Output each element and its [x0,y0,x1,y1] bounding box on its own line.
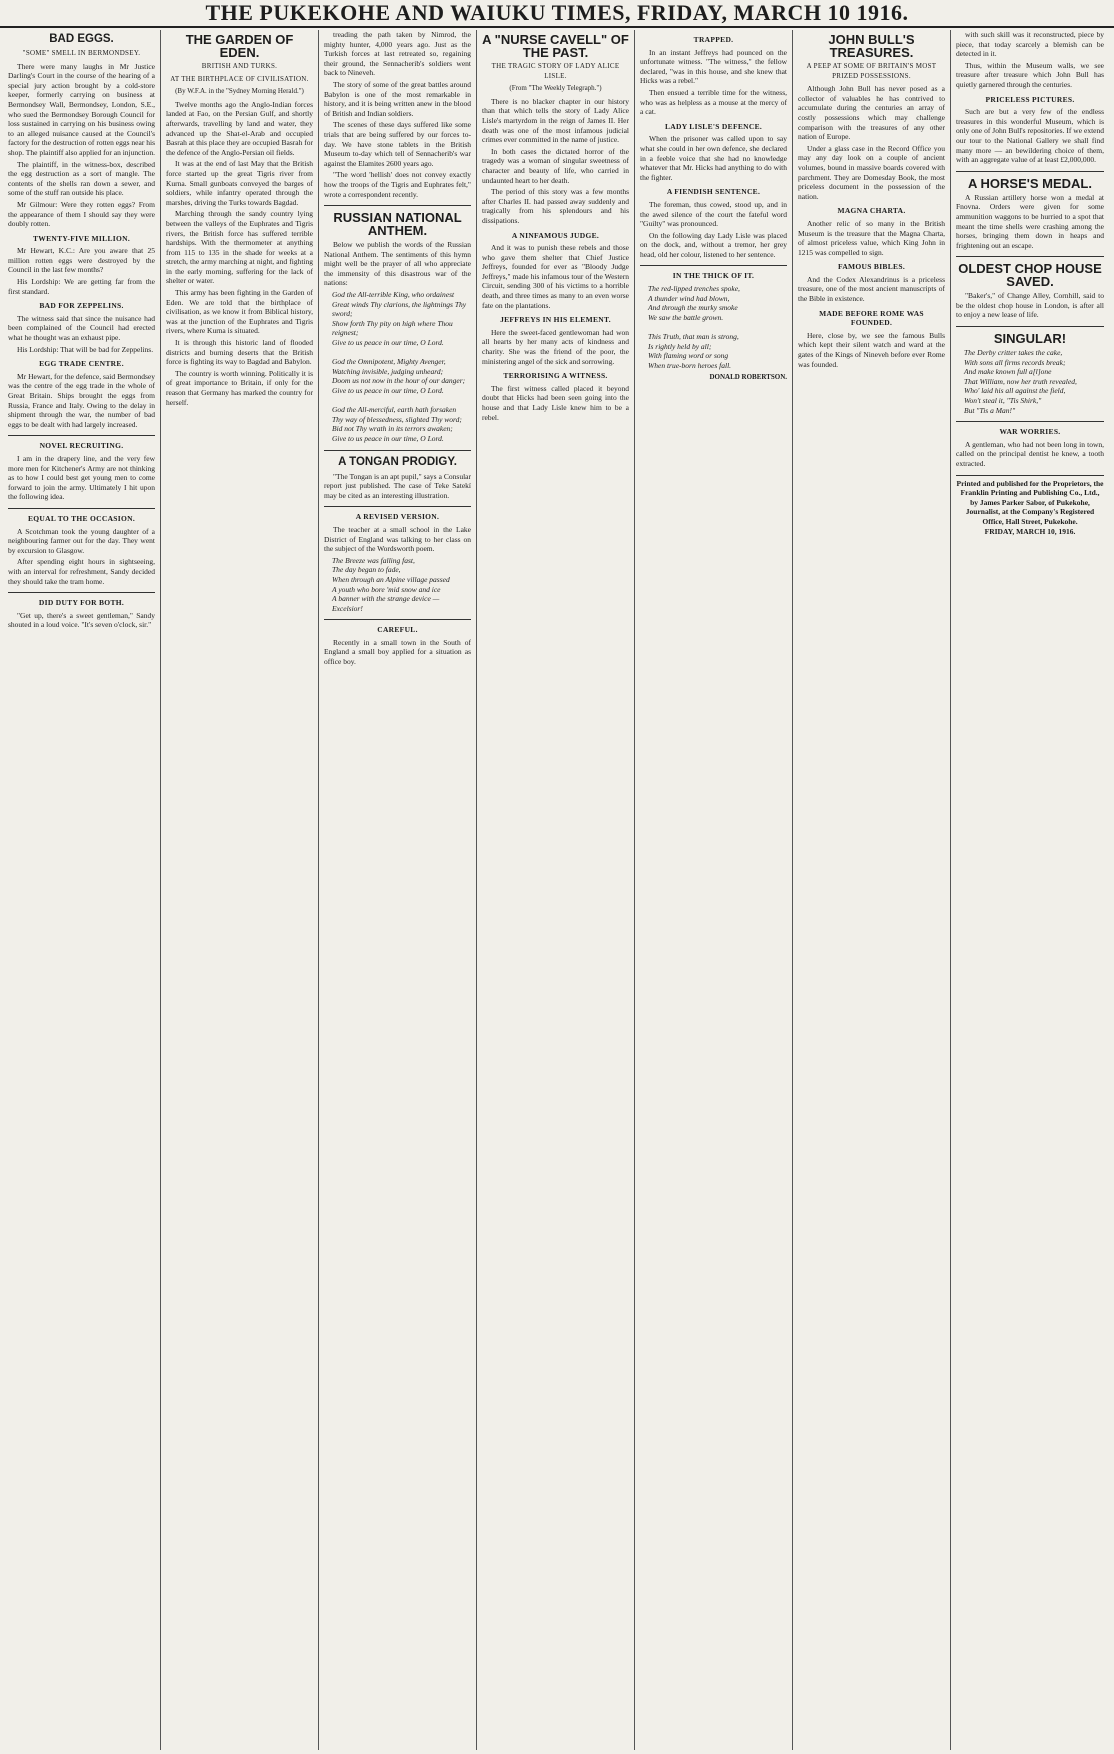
paragraph: When the prisoner was called upon to say what she could in her own defence, she declared in a feeble voice that she had no knowledge whatever that Mr. Hicks had anything to do with the fighter. [640,134,787,182]
divider [956,421,1104,422]
section-head: LADY LISLE'S DEFENCE. [664,121,763,131]
article-thick-of-it [640,271,787,383]
article-singular [956,332,1104,415]
section-head: A REVISED VERSION. [355,512,440,522]
section-head: PRICELESS PICTURES. [985,94,1075,104]
paragraph: Then ensued a terrible time for the witness, who was as helpless as a mouse at the mercy of a cat. [640,87,787,117]
paragraph: The scenes of these days suffered like some trials that are being suffered by our forces to-day. We have stone tablets in the British Museum to-day which tell of Sennacherib's war against the Elamites 2600 years ago. [324,120,471,168]
divider [640,265,787,266]
headline: JOHN BULL'S TREASURES. [828,32,915,60]
column-2 [161,30,319,1750]
paragraph: After spending eight hours in sightseeing, with an interval for refreshment, Sandy decided they should take the tram home. [8,557,155,586]
paragraph: Below we publish the words of the Russian National Anthem. The sentiments of this hymn might well be the prayer of all who appreciate the immensity of this disastrous war of the nations: [324,240,471,288]
headline: THE GARDEN OF EDEN. [185,32,294,60]
column-4 [477,30,635,1750]
subhead: "SOME" SMELL IN BERMONDSEY. [22,49,141,57]
paragraph: There is no blacker chapter in our history than that which tells the story of Lady Alice Lisle's martyrdom in the reign of James II. Her death was one of the most infamous judicial crimes ever committed in the name of justice. [482,96,629,145]
article-nurse-cavell [482,33,629,422]
divider [8,592,155,593]
article-tongan-prodigy [324,456,471,501]
article-horse-medal [956,177,1104,251]
paragraph: Under a glass case in the Record Office you may any day look on a couple of ancient volumes, bound in massive boards covered with parchment. They are Domesday Book, the most priceless document in the possession of the nation. [798,143,945,201]
poem: The Derby critter takes the cake, With sons all firms records break; And make known full a[l]one That William, now her truth revealed, Who' laid his all against the field, Won't steal it, "Tis Shirk," But "Tis a Man!" [964,348,1077,415]
paragraph: It was at the end of last May that the British force started up the great Tigris river from Kurna. Small gunboats conveyed the barges of soldiers, while infantry operated through the marshes, driving the Turks towards Bagdad. [166,159,313,207]
imprint [956,475,1104,537]
paragraph: treading the path taken by Nimrod, the mighty hunter, 4,000 years ago. Just as the Turkish forces at last retreated so, regaining their ground, the Sennacherib's soldiers went back to Nineveh. [324,30,471,78]
paragraph: Another relic of so many in the British Museum is the treasure that the Magna Charta, of almost priceless value, which King John in 1215 was compelled to sign. [798,218,945,257]
article-bad-eggs [8,33,155,429]
paragraph: "Baker's," of Change Alley, Cornhill, said to be the oldest chop house in London, is after all to enjoy a new lease of life. [956,291,1104,320]
column-7 [951,30,1109,1750]
paragraph: His Lordship: That will be bad for Zeppelins. [17,344,154,354]
paragraph: On the following day Lady Lisle was placed on the dock, and, without a tremor, her grey head, old her colour, listened to her sentence. [640,230,787,259]
paragraph: Marching through the sandy country lying between the valleys of the Euphrates and Tigris rivers, the British force has suffered terrible hardships. With the thermometer at anything from 115 to 135 in the shade for weeks at a stretch, the army marching at night, and fighting in the early morning, suffering for the lack of shelter or water. [166,209,313,286]
paragraph: "Get up, there's a sweet gentleman," Sandy shouted in a loud voice. "It's seven o'clock, sir." [8,610,155,630]
paragraph: "The word 'hellish' does not convey exactly how the troops of the Tigris and Euphrates felt," wrote a correspondent recently. [324,170,471,199]
article-cavell-continued [640,35,787,259]
paragraph: Such are but a very few of the endless treasures in this wonderful Museum, which is only one of John Bull's repositories. If we extend our tour to the National Gallery we shall find many more — an bewildering choice of them, with an aggregate value of at least £2,000,000. [956,107,1104,165]
divider [8,508,155,509]
article-revised-version [324,512,471,613]
section-head: EGG TRADE CENTRE. [39,359,124,369]
paragraph: In an instant Jeffreys had pounced on the unfortunate witness. "The witness," the fellow declared, "was in this house, and she knew that Hicks was a rebel." [640,47,787,86]
article-chop-house [956,262,1104,320]
divider [324,506,471,507]
paragraph: Mr Gilmour: Were they rotten eggs? From the appearance of them I should say they were doubly rotten. [8,199,155,229]
divider [324,619,471,620]
column-3 [319,30,477,1750]
headline: RUSSIAN NATIONAL ANTHEM. [333,210,462,239]
subhead: A PEEP AT SOME OF BRITAIN'S MOST PRIZED POSSESSIONS. [806,62,937,80]
headline: A "NURSE CAVELL" OF THE PAST. [482,32,629,60]
article-careful [324,625,471,666]
poem: God the All-terrible King, who ordainest Great winds Thy clarions, the lightnings Thy sword; Show forth Thy pity on high where Thou reignest; Give to us peace in our time, O Lord. God the Omnipotent, Mighty Avenger, Watching invisible, judging unheard; Doom us not now in the hour of our danger; Give to us peace in our time, O Lord. God the All-merciful, earth hath forsaken Thy way of blessedness, slighted Thy word; Bid not Thy wrath in its terrors awaken; Give to us peace in our time, O Lord. [332,290,467,443]
imprint-text: Printed and published for the Proprietors, the Franklin Printing and Publishing Co., Ltd., by James Parker Sabor, of Pukekohe, Journalist, at the Company's Registered Office, Hall Street, Pukekohe. [956,478,1104,526]
byline: (By W.F.A. in the "Sydney Morning Herald.") [175,87,304,96]
paragraph: I am in the drapery line, and the very few more men for Kitchener's Army are not thinking as to how I could best get young men to come forward to join the army. Ultimately I hit upon the following idea. [8,453,155,502]
paragraph: The first witness called placed it beyond doubt that Hicks had been seen going into the house and that Lady Lisle knew him to be a rebel. [482,383,629,422]
headline: BAD EGGS. [49,33,114,45]
subhead: AT THE BIRTHPLACE OF CIVILISATION. [170,74,309,83]
paragraph: The period of this story was a few months after Charles II. had passed away suddenly and tragically from his splendours and his dissipations. [482,187,629,225]
article-bull-continued [956,30,1104,165]
article-novel-recruiting [8,441,155,502]
divider [324,205,471,206]
article-garden-of-eden [166,33,313,407]
poem: The Breeze was falling fast, The day began to fade, When through an Alpine village passed A youth who bore 'mid snow and ice A banner with the strange device — Excelsior! [332,555,450,613]
subhead: THE TRAGIC STORY OF LADY ALICE LISLE. [491,62,620,80]
paragraph: In both cases the dictated horror of the tragedy was a woman of singular sweetness of character and beauty of life, who carried in undaunted heart to her death. [482,146,629,185]
paragraph: A Russian artillery horse won a medal at Fnovna. Orders were given for some ammunition waggons to be hurried to a spot that meant the time shells were crashing among the horses, bringing them down in heaps and frightening out an escape. [956,192,1104,250]
column-6 [793,30,951,1750]
paragraph: Here, close by, we see the famous Bulls which kept their silent watch and ward at the gates of the Kings of Nineveh before ever Rome was founded. [798,330,945,369]
section-head: A FIENDISH SENTENCE. [666,187,761,197]
headline: A TONGAN PRODIGY. [338,455,457,468]
divider [8,435,155,436]
byline: (From "The Weekly Telegraph.") [509,84,602,93]
section-head: CAREFUL. [377,625,418,635]
subhead: BRITISH AND TURKS. [201,62,278,70]
paragraph: The witness said that since the nuisance had been complained of the Council had erected what he thought was an exhaust pipe. [8,313,155,343]
column-1 [3,30,161,1750]
paragraph: Although John Bull has never posed as a collector of valuables he has contrived to accumulate during the centuries an array of costly possessions which may challenge comparison with the treasures of any other nation of Europe. [798,84,945,142]
paragraph: Thus, within the Museum walls, we see treasure after treasure which John Bull has quietly garnered through the centuries. [956,60,1104,89]
section-head: MAGNA CHARTA. [837,206,906,216]
section-head: TERRORISING A WITNESS. [503,371,608,381]
section-head: NOVEL RECRUITING. [39,441,124,451]
paragraph: with such skill was it reconstructed, piece by piece, that today scarcely a blemish can be detected in it. [956,30,1104,59]
divider [956,171,1104,172]
paragraph: His Lordship: We are getting far from the first standard. [8,277,155,296]
paragraph: "The Tongan is an apt pupil," says a Consular report just published. The case of Teke Satekí may be cited as an interesting illustration. [324,471,471,500]
paragraph: The plaintiff, in the witness-box, described the egg destruction as a sort of mangle. The contents of the shells ran down a sewer, and some of the stuff ran outside his place. [8,159,155,198]
paragraph: The country is worth winning. Politically it is of great importance to Britain, if only for the reason that Germany has marked the country for herself. [166,368,313,407]
paragraph: There were many laughs in Mr Justice Darling's Court in the course of the hearing of a special jury action brought by a cold-store keeper, formerly carrying on business at Bermondsey Wall, Bermondsey, London, S.E., who sued the Bermondsey Borough Council for loss sustained in carrying on his business owing to an alleged nuisance caused at the Council's factory for the destruction of rotten eggs near his shop. The plaintiff also applied for an injunction. [8,61,155,157]
paragraph: A Scotchman took the young daughter of a neighbouring farmer out for the day. They went by excursion to Glasgow. [8,526,155,555]
paragraph: Mr Hewart, for the defence, said Bermondsey was the centre of the egg trade in the whole of Great Britain. Ships brought the eggs from Russia, France and Italy. Owing to the delay in shipment through the war, the number of bad eggs to be dealt with had largely increased. [8,371,155,429]
section-head: BAD FOR ZEPPELINS. [39,301,124,311]
article-garden-continued [324,30,471,199]
poem: The red-lipped trenches spoke, A thunder wind had blown, And through the murky smoke We saw the battle grown. This Truth, that man is strong, Is rightly held by all; With flaming word or song When true-born heroes fall. [648,284,740,370]
section-head: EQUAL TO THE OCCASION. [27,513,136,523]
divider [956,256,1104,257]
section-head: TWENTY-FIVE MILLION. [33,233,130,243]
section-head: TRAPPED. [693,35,734,44]
masthead: THE PUKEKOHE AND WAIUKU TIMES, FRIDAY, MARCH 10 1916. [0,0,1114,28]
section-head: JEFFREYS IN HIS ELEMENT. [500,315,611,325]
section-head: WAR WORRIES. [999,427,1061,437]
article-john-bull [798,33,945,369]
paragraph: Here the sweet-faced gentlewoman had won all hearts by her many acts of kindness and charity. She was the friend of the poor, the ministering angel of the sick and sorrowing. [482,327,629,366]
column-5 [635,30,793,1750]
paragraph: It is through this historic land of flooded districts and burning deserts that the British force is fighting its way to Bagdad and Babylon. [166,338,313,367]
section-head: FAMOUS BIBLES. [838,262,905,272]
section-head: DID DUTY FOR BOTH. [38,598,125,608]
paragraph: Mr Hewart, K.C.: Are you aware that 25 million rotten eggs were destroyed by the Council in the last few months? [8,246,155,275]
columns [3,30,1111,1750]
paragraph: Twelve months ago the Anglo-Indian forces landed at Fao, on the Persian Gulf, and shortly afterwards, travelling by land and water, they advanced up the Shat-el-Arab and occupied Basrah at this place they are occupied Basrah for the defence of the Anglo-Persian oil fields. [166,99,313,157]
paragraph: The story of some of the great battles around Babylon is one of the most remarkable in history, and it is being written anew in the blood of British and Indian soldiers. [324,79,471,118]
headline: A HORSE'S MEDAL. [968,175,1092,191]
imprint-date: FRIDAY, MARCH 10, 1916. [984,526,1076,536]
paragraph: Recently in a small town in the South of England a small boy applied for a situation as office boy. [324,637,471,667]
article-war-worries [956,427,1104,468]
signature: DONALD ROBERTSON. [709,373,787,382]
paragraph: A gentleman, who had not been long in town, called on the principal dentist he knew, a tooth extracted. [956,439,1104,468]
section-head: MADE BEFORE ROME WAS FOUNDED. [819,308,924,328]
paragraph: And it was to punish these rebels and those who gave them shelter that Chief Justice Jeffreys, founded for ever as "Bloody Judge Jeffreys," made his infamous tour of the Western Circuit, sending 300 of his victims to a horrible death, and three times as many to an even worse fate on the plantations. [482,243,629,310]
article-equal-occasion [8,514,155,586]
article-did-duty [8,598,155,630]
paragraph: And the Codex Alexandrinus is a priceless treasure, one of the most ancient manuscripts of the Bible in existence. [798,274,945,304]
divider [324,450,471,451]
divider [956,326,1104,327]
headline: SINGULAR! [993,331,1067,347]
paragraph: This army has been fighting in the Garden of Eden. We are told that the birthplace of civilisation, as we know it from Biblical history, was at the junction of the Euphrates and Tigris rivers, where Kurna is situated. [166,288,313,336]
paragraph: The foreman, thus cowed, stood up, and in the awed silence of the court the fateful word "Guilty" was pronounced. [640,199,787,229]
section-head: A NINFAMOUS JUDGE. [511,230,600,240]
article-russian-anthem [324,211,471,443]
section-head: IN THE THICK OF IT. [672,271,755,281]
paragraph: The teacher at a small school in the Lake District of England was talking to her class on the subject of the Wordsworth poem. [324,524,471,554]
headline: OLDEST CHOP HOUSE SAVED. [958,261,1102,290]
